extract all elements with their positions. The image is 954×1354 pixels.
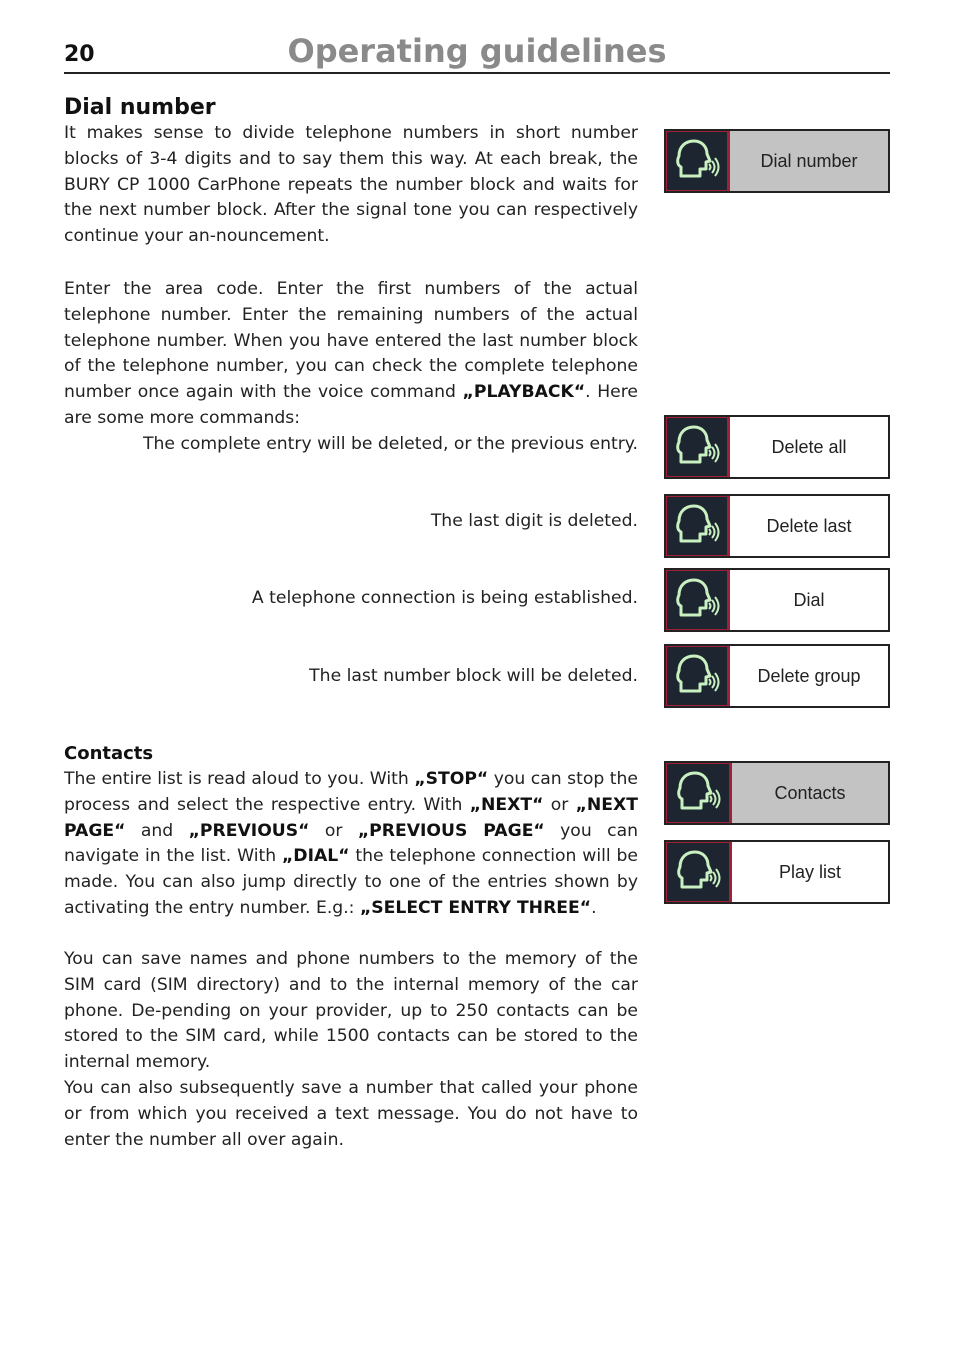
command-description: The complete entry will be deleted, or the previous entry.: [143, 434, 638, 454]
command-stop: „STOP“: [414, 769, 489, 789]
command-description: The last number block will be deleted.: [309, 666, 638, 686]
header-rule: [64, 72, 890, 74]
command-previous: „PREVIOUS“: [188, 820, 310, 841]
command-playback: „PLAYBACK“: [462, 382, 586, 403]
section-heading-contacts: Contacts: [64, 743, 154, 764]
voice-command-icon: [666, 496, 730, 556]
text-span: The entire list is read aloud to you. With: [64, 769, 415, 789]
voice-box-label: Contacts: [732, 763, 888, 823]
text-span: and: [125, 820, 189, 841]
voice-box-delete-group: [664, 644, 890, 708]
command-next: „NEXT“: [469, 794, 544, 815]
voice-box-label: Dial number: [730, 131, 888, 191]
voice-box-dial-number: [664, 129, 890, 193]
voice-box-play-list: [664, 840, 890, 904]
page-title: Operating guidelines: [287, 32, 667, 70]
voice-command-icon: [666, 763, 732, 823]
voice-box-dial: [664, 568, 890, 632]
text-span: Enter the area code. Enter the first numbers of the actual telephone number. Enter the remaining numbers of the actual telephone number. When you have entered the last number block of the telephone number, you can check the complete telephone number once again with the voice command: [64, 279, 638, 403]
voice-command-icon: [666, 570, 730, 630]
command-dial: „DIAL“: [282, 846, 350, 867]
dial-number-paragraph-2: [64, 277, 638, 432]
voice-box-delete-all: [664, 415, 890, 479]
text-span: you can stop the process and select the respective entry. With: [64, 769, 639, 815]
section-heading-dial-number: Dial number: [64, 95, 216, 120]
command-description: A telephone connection is being established.: [251, 588, 638, 608]
text-span: you can navigate in the list. With: [64, 820, 638, 867]
voice-command-icon: [666, 842, 732, 902]
voice-box-label: Dial: [793, 589, 825, 610]
command-next-page: „NEXT PAGE“: [64, 794, 638, 841]
voice-command-icon: [666, 646, 730, 706]
text-span: or: [543, 794, 576, 815]
voice-command-icon: [666, 131, 730, 191]
page-number: 20: [64, 42, 95, 67]
text-span: the telephone connection will be made. You can also jump directly to one of the entries shown by activating the entry number. E.g.:: [64, 846, 638, 918]
contacts-paragraph-1: [64, 767, 638, 922]
contacts-paragraph-3: You can also subsequently save a number that called your phone or from which you received a text message. You do not have to enter the number all over again.: [64, 1078, 638, 1150]
dial-number-paragraph-1: It makes sense to divide telephone numbers in short number blocks of 3-4 digits and to say them this way. At each break, the BURY CP 1000 CarPhone repeats the number block and waits for the next number block. After the signal tone you can respectively continue your an-nouncement.: [64, 123, 638, 247]
voice-box-label: Delete all: [771, 436, 847, 457]
text-span: or: [309, 820, 358, 841]
command-select-entry-three: „SELECT ENTRY THREE“: [359, 897, 592, 918]
contacts-paragraph-2: You can save names and phone numbers to the memory of the SIM card (SIM directory) and to the internal memory of the car phone. De-pending on your provider, up to 250 contacts can be stored to the SIM card, while 1500 contacts can be stored to the internal memory.: [64, 949, 638, 1073]
voice-box-label: Delete last: [766, 515, 852, 536]
voice-command-icon: [666, 417, 730, 477]
voice-box-label: Delete group: [757, 665, 861, 686]
text-span: . Here are some more commands:: [64, 382, 638, 428]
voice-box-contacts: [664, 761, 890, 825]
command-description: The last digit is deleted.: [430, 511, 638, 531]
voice-box-delete-last: [664, 494, 890, 558]
text-span: .: [591, 897, 597, 918]
command-previous-page: „PREVIOUS PAGE“: [357, 820, 545, 841]
voice-box-label: Play list: [778, 861, 841, 882]
